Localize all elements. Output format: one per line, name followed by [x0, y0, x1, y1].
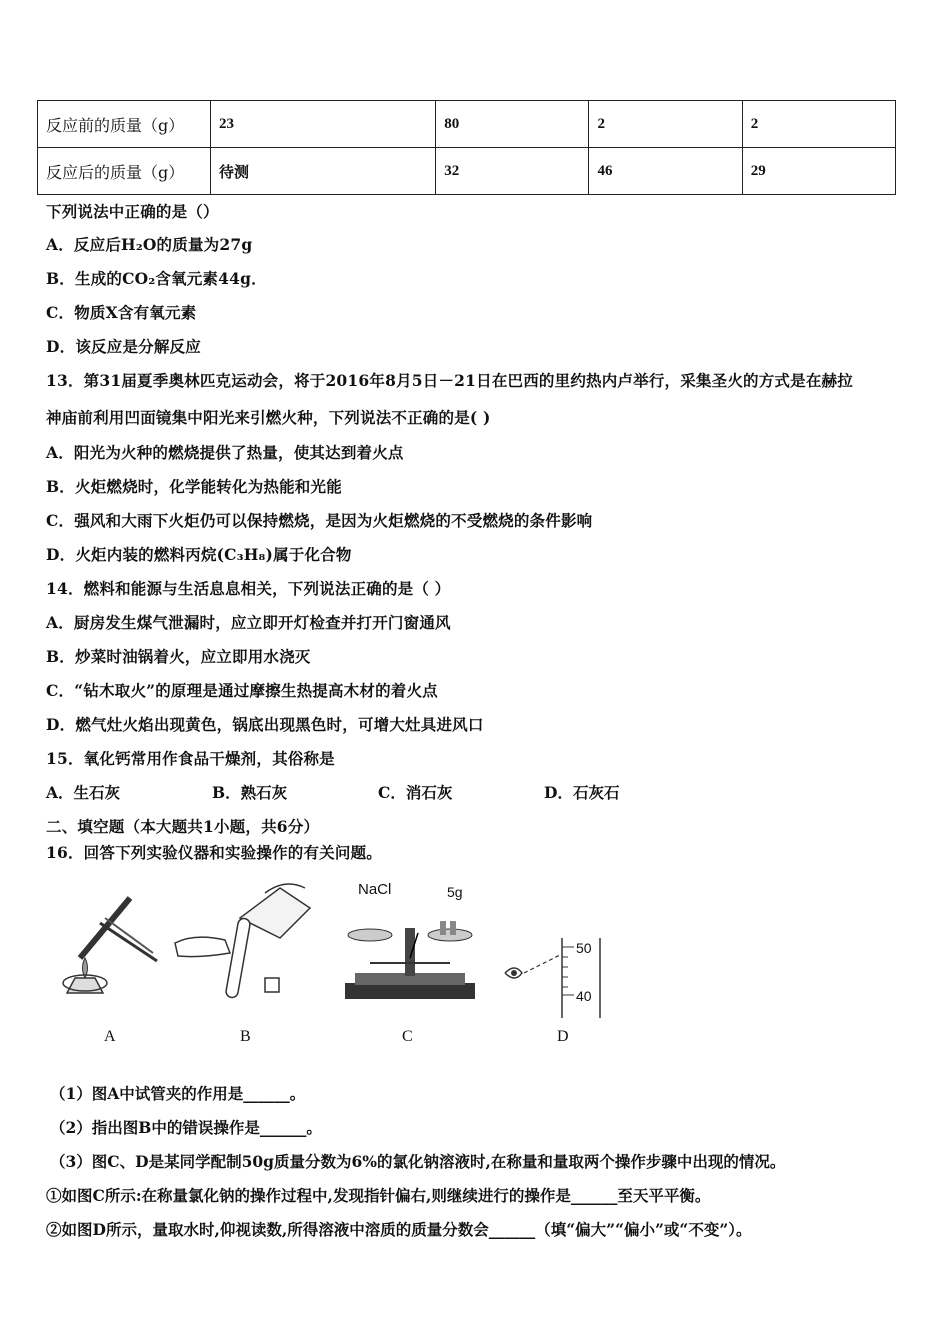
table-row — [38, 101, 896, 148]
q13-option-a: A．阳光为火种的燃烧提供了热量，使其达到着火点 — [46, 443, 404, 462]
q16-sub4: ①如图C所示:在称量氯化钠的操作过程中,发现指针偏右,则继续进行的操作是______至天平平衡。 — [46, 1186, 711, 1205]
q14-option-b: B．炒菜时油锅着火，应立即用水浇灭 — [46, 647, 311, 666]
figure-label-a: A — [104, 1028, 116, 1045]
table-cell: 29 — [742, 148, 895, 195]
cylinder-mark-40: 40 — [576, 988, 592, 1004]
table-cell: 2 — [589, 101, 742, 148]
q13-option-b: B．火炬燃烧时，化学能转化为热能和光能 — [46, 477, 342, 496]
q15-option-d: D．石灰石 — [544, 783, 620, 802]
table-cell: 2 — [742, 101, 895, 148]
table-cell: 32 — [436, 148, 589, 195]
balance-right-label: 5g — [447, 884, 463, 900]
q14-option-a: A．厨房发生煤气泄漏时，应立即开灯检查并打开门窗通风 — [46, 613, 451, 632]
q12-option-c: C．物质X含有氧元素 — [46, 303, 197, 322]
cylinder-mark-50: 50 — [576, 940, 592, 956]
q14-stem: 14．燃料和能源与生活息息相关，下列说法正确的是（ ） — [46, 579, 451, 598]
q16-figures — [40, 878, 640, 1058]
table-cell: 80 — [436, 101, 589, 148]
q12-stem: 下列说法中正确的是（） — [46, 202, 219, 221]
pouring-liquid-illustration — [170, 878, 320, 1003]
q16-sub1: （1）图A中试管夹的作用是______。 — [50, 1084, 306, 1103]
table-row-label: 反应后的质量（g） — [38, 148, 211, 195]
table-row — [38, 148, 896, 195]
q12-option-a: A．反应后H₂O的质量为27g — [46, 235, 253, 254]
q16-stem: 16．回答下列实验仪器和实验操作的有关问题。 — [46, 843, 382, 862]
section-title: 二、填空题（本大题共1小题，共6分） — [46, 817, 320, 836]
q15-stem: 15．氧化钙常用作食品干燥剂，其俗称是 — [46, 749, 335, 768]
q14-option-d: D．燃气灶火焰出现黄色，锅底出现黑色时，可增大灶具进风口 — [46, 715, 484, 734]
test-tube-heating-illustration — [45, 883, 165, 1003]
balance-left-label: NaCl — [358, 881, 392, 898]
q15-option-b: B．熟石灰 — [212, 783, 288, 802]
q13-stem-line1: 13．第31届夏季奥林匹克运动会，将于2016年8月5日－21日在巴西的里约热内卢举行，采集圣火的方式是在赫拉 — [46, 371, 853, 390]
q13-stem-line2: 神庙前利用凹面镜集中阳光来引燃火种，下列说法不正确的是( ) — [46, 408, 491, 427]
q15-option-c: C．消石灰 — [378, 783, 453, 802]
q12-option-b: B．生成的CO₂含氧元素44g． — [46, 269, 267, 288]
q16-sub3: （3）图C、D是某同学配制50g质量分数为6%的氯化钠溶液时,在称量和量取两个操作步骤中出现的情况。 — [50, 1152, 786, 1171]
table-row-label: 反应前的质量（g） — [38, 101, 211, 148]
table-cell: 46 — [589, 148, 742, 195]
cylinder-reading-illustration — [500, 933, 610, 1023]
q15-option-a: A．生石灰 — [46, 783, 121, 802]
table-cell: 待测 — [211, 148, 436, 195]
q16-sub2: （2）指出图B中的错误操作是______。 — [50, 1118, 322, 1137]
table-cell: 23 — [211, 101, 436, 148]
q13-option-c: C．强风和大雨下火炬仍可以保持燃烧，是因为火炬燃烧的不受燃烧的条件影响 — [46, 511, 593, 530]
q14-option-c: C．“钻木取火”的原理是通过摩擦生热提高木材的着火点 — [46, 681, 438, 700]
q12-option-d: D．该反应是分解反应 — [46, 337, 201, 356]
balance-illustration — [340, 903, 480, 1003]
figure-label-b: B — [240, 1028, 251, 1045]
mass-table — [37, 100, 896, 195]
figure-label-c: C — [402, 1028, 413, 1045]
figure-label-d: D — [557, 1028, 569, 1045]
q15-options — [46, 781, 619, 803]
q16-sub5: ②如图D所示，量取水时,仰视读数,所得溶液中溶质的质量分数会______（填“偏大”“偏小”或“不变”）。 — [46, 1220, 752, 1239]
q13-option-d: D．火炬内装的燃料丙烷(C₃H₈)属于化合物 — [46, 545, 352, 564]
